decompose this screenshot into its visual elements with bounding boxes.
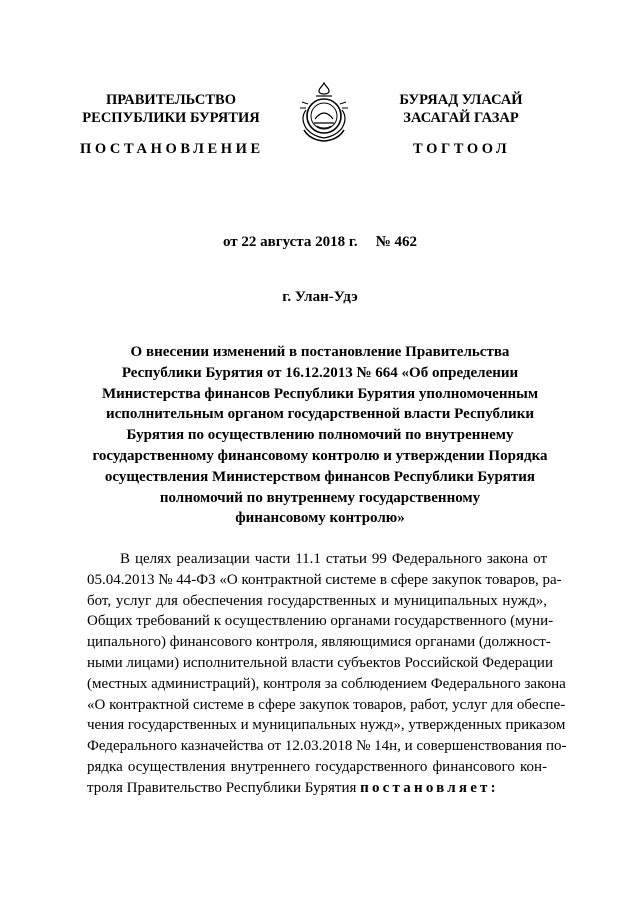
body-line: Федерального казначейства от 12.03.2018 № 14н, и совершенствования по-: [87, 738, 567, 755]
title-line: исполнительным органом государственной власти Республики: [105, 406, 535, 423]
body-last-line: [87, 778, 547, 799]
doctype-right: ТОГТООЛ: [413, 141, 511, 157]
document-title: [60, 342, 580, 529]
title-line: Бурятия по осуществлению полномочий по внутреннему: [126, 427, 514, 444]
body-line: Общих требований к осуществлению органами государственного (муни-: [87, 613, 554, 630]
document-number: № 462: [375, 234, 418, 250]
body-last-colon: :: [490, 779, 496, 796]
document-city: г. Улан-Удэ: [282, 289, 358, 305]
title-line: полномочий по внутреннему государственному: [159, 489, 481, 506]
right-org-line-2: ЗАСАГАЙ ГАЗАР: [403, 110, 519, 126]
left-org-line-1: ПРАВИТЕЛЬСТВО: [106, 92, 236, 108]
body-last-text: троля Правительство Республики Бурятия: [87, 779, 357, 796]
body-line: В целях реализации части 11.1 статьи 99 Федерального закона от: [120, 551, 547, 567]
left-organization: [76, 91, 266, 127]
right-org-line-1: БУРЯАД УЛАСАЙ: [399, 92, 523, 108]
document-date: от 22 августа 2018 г.: [222, 234, 358, 250]
body-line: 05.04.2013 № 44-ФЗ «О контрактной системе в сфере закупок товаров, ра-: [87, 571, 562, 588]
body-line: «О контрактной системе в сфере закупок товаров, работ, услуг для обеспе-: [87, 696, 566, 713]
body-line: чения государственных и муниципальных нужд», утвержденных приказом: [87, 717, 566, 734]
date-number-line: [0, 234, 640, 251]
doctype-left: ПОСТАНОВЛЕНИЕ: [80, 141, 264, 157]
left-org-line-2: РЕСПУБЛИКИ БУРЯТИЯ: [82, 110, 260, 126]
right-organization: [376, 91, 546, 127]
title-line: государственному финансовому контролю и утверждении Порядка: [92, 447, 548, 464]
body-line: рядка осуществления внутреннего государственного финансового кон-: [87, 758, 547, 775]
title-line: финансовому контролю»: [235, 510, 405, 527]
body-line: (местных администраций), контроля за соблюдением Федерального закона: [87, 675, 566, 692]
resolves-word: постановляет: [360, 779, 491, 796]
coat-of-arms-icon: [296, 80, 352, 144]
title-line: осуществления Министерством финансов Республики Бурятия: [104, 468, 536, 485]
body-line: бот, услуг для обеспечения государственных и муниципальных нужд»,: [87, 592, 547, 609]
body-line: ными лицами) исполнительной власти субъектов Российской Федерации: [87, 654, 553, 671]
title-line: О внесении изменений в постановление Правительства: [130, 344, 510, 360]
document-body: [87, 549, 567, 799]
body-line: ципального) финансового контроля, являющимися органами (должност-: [87, 634, 551, 651]
title-line: Республики Бурятия от 16.12.2013 № 664 «Об определении: [121, 364, 519, 381]
title-line: Министерства финансов Республики Бурятия уполномоченным: [101, 385, 539, 402]
